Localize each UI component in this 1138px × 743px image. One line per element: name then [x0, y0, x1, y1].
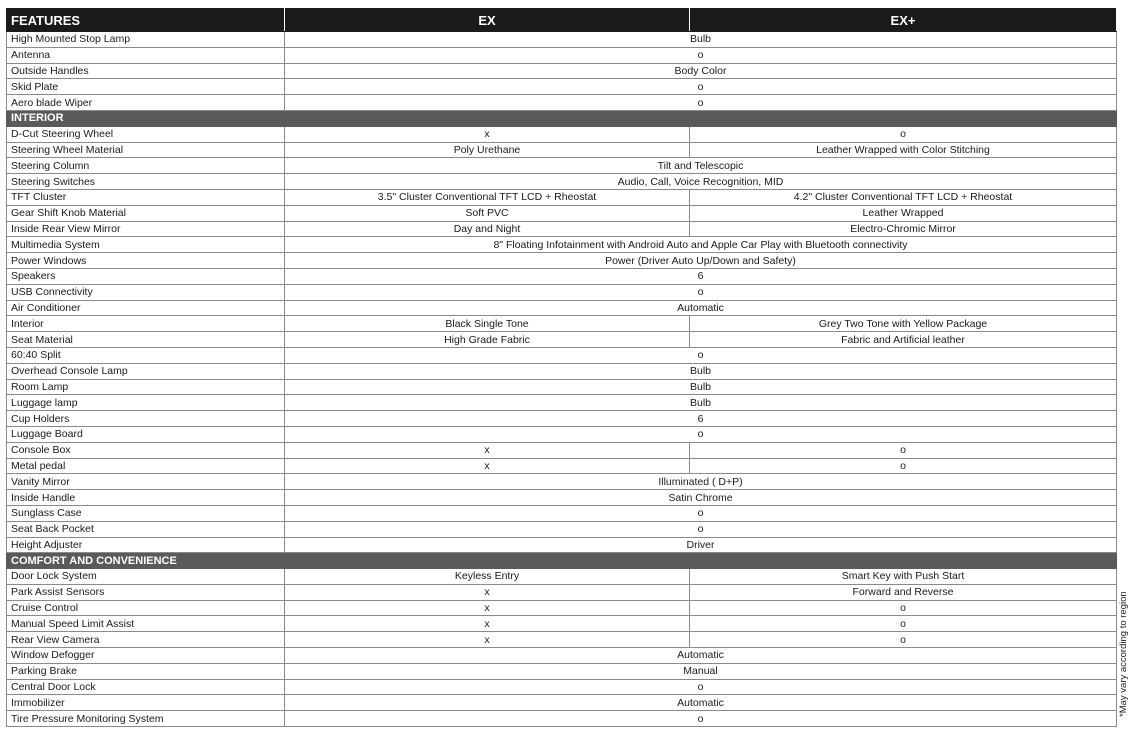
table-row [7, 268, 1117, 284]
feature-name: Cup Holders [7, 411, 285, 427]
table-row [7, 47, 1117, 63]
feature-name: Rear View Camera [7, 632, 285, 648]
feature-value-ex: 3.5" Cluster Conventional TFT LCD + Rheostat [285, 189, 690, 205]
table-row [7, 79, 1117, 95]
feature-value-both: Bulb [285, 363, 1117, 379]
feature-value-both: o [285, 95, 1117, 111]
feature-name: TFT Cluster [7, 189, 285, 205]
feature-name: D-Cut Steering Wheel [7, 126, 285, 142]
table-row [7, 648, 1117, 664]
table-row [7, 347, 1117, 363]
feature-value-ex: High Grade Fabric [285, 332, 690, 348]
feature-value-ex-plus: o [690, 442, 1117, 458]
feature-value-ex: Poly Urethane [285, 142, 690, 158]
feature-name: Outside Handles [7, 63, 285, 79]
header-ex: EX [285, 9, 690, 32]
table-row [7, 300, 1117, 316]
feature-name: High Mounted Stop Lamp [7, 32, 285, 48]
table-row [7, 584, 1117, 600]
features-table [6, 8, 1117, 727]
table-row [7, 490, 1117, 506]
feature-name: Antenna [7, 47, 285, 63]
table-row [7, 411, 1117, 427]
feature-value-ex: x [285, 126, 690, 142]
header-ex-plus: EX+ [690, 9, 1117, 32]
feature-name: Steering Column [7, 158, 285, 174]
feature-name: Immobilizer [7, 695, 285, 711]
feature-value-ex: x [285, 616, 690, 632]
feature-value-both: Illuminated ( D+P) [285, 474, 1117, 490]
table-row [7, 237, 1117, 253]
feature-value-ex-plus: Fabric and Artificial leather [690, 332, 1117, 348]
feature-name: Park Assist Sensors [7, 584, 285, 600]
feature-value-ex-plus: Forward and Reverse [690, 584, 1117, 600]
table-row [7, 379, 1117, 395]
table-row [7, 711, 1117, 727]
table-row [7, 253, 1117, 269]
table-row [7, 221, 1117, 237]
section-title: INTERIOR [7, 110, 285, 126]
feature-name: Vanity Mirror [7, 474, 285, 490]
feature-value-ex: Keyless Entry [285, 569, 690, 585]
feature-name: Manual Speed Limit Assist [7, 616, 285, 632]
feature-value-both: o [285, 284, 1117, 300]
feature-value-both: 8" Floating Infotainment with Android Auto and Apple Car Play with Bluetooth connectivity [285, 237, 1117, 253]
table-row [7, 63, 1117, 79]
table-row [7, 316, 1117, 332]
feature-name: Door Lock System [7, 569, 285, 585]
feature-value-ex: x [285, 584, 690, 600]
table-row [7, 205, 1117, 221]
feature-name: Metal pedal [7, 458, 285, 474]
section-header-row [7, 553, 1117, 569]
feature-value-both: Bulb [285, 379, 1117, 395]
feature-value-both: Manual [285, 663, 1117, 679]
feature-name: Room Lamp [7, 379, 285, 395]
table-row [7, 32, 1117, 48]
feature-name: Luggage Board [7, 426, 285, 442]
feature-name: Speakers [7, 268, 285, 284]
feature-value-both: Automatic [285, 648, 1117, 664]
feature-value-both: 6 [285, 268, 1117, 284]
section-title: COMFORT AND CONVENIENCE [7, 553, 285, 569]
table-row [7, 505, 1117, 521]
table-row [7, 537, 1117, 553]
table-row [7, 474, 1117, 490]
feature-value-both: Satin Chrome [285, 490, 1117, 506]
feature-name: Parking Brake [7, 663, 285, 679]
feature-name: Console Box [7, 442, 285, 458]
feature-name: Steering Switches [7, 174, 285, 190]
table-row [7, 695, 1117, 711]
feature-name: Tire Pressure Monitoring System [7, 711, 285, 727]
table-row [7, 521, 1117, 537]
table-row [7, 158, 1117, 174]
feature-name: Interior [7, 316, 285, 332]
table-row [7, 663, 1117, 679]
table-row [7, 363, 1117, 379]
feature-name: Height Adjuster [7, 537, 285, 553]
feature-value-ex-plus: Electro-Chromic Mirror [690, 221, 1117, 237]
table-row [7, 126, 1117, 142]
table-row [7, 395, 1117, 411]
feature-value-both: o [285, 426, 1117, 442]
table-row [7, 189, 1117, 205]
feature-name: Cruise Control [7, 600, 285, 616]
feature-name: Inside Rear View Mirror [7, 221, 285, 237]
feature-value-ex-plus: o [690, 616, 1117, 632]
feature-name: USB Connectivity [7, 284, 285, 300]
table-row [7, 569, 1117, 585]
feature-value-both: Driver [285, 537, 1117, 553]
feature-value-both: Bulb [285, 395, 1117, 411]
feature-value-ex-plus: o [690, 126, 1117, 142]
feature-value-ex: Black Single Tone [285, 316, 690, 332]
section-fill [285, 110, 1117, 126]
feature-name: Seat Back Pocket [7, 521, 285, 537]
feature-value-ex: x [285, 458, 690, 474]
feature-value-ex-plus: o [690, 632, 1117, 648]
feature-name: Air Conditioner [7, 300, 285, 316]
feature-value-both: Audio, Call, Voice Recognition, MID [285, 174, 1117, 190]
header-features: FEATURES [7, 9, 285, 32]
table-row [7, 679, 1117, 695]
feature-name: Luggage lamp [7, 395, 285, 411]
table-row [7, 95, 1117, 111]
feature-name: Central Door Lock [7, 679, 285, 695]
section-fill [285, 553, 1117, 569]
table-row [7, 284, 1117, 300]
feature-name: Skid Plate [7, 79, 285, 95]
table-row [7, 174, 1117, 190]
feature-name: Overhead Console Lamp [7, 363, 285, 379]
feature-name: Power Windows [7, 253, 285, 269]
region-disclaimer [1118, 578, 1132, 728]
feature-value-both: o [285, 79, 1117, 95]
feature-name: Multimedia System [7, 237, 285, 253]
feature-value-ex-plus: 4.2" Cluster Conventional TFT LCD + Rheostat [690, 189, 1117, 205]
table-row [7, 142, 1117, 158]
feature-value-both: o [285, 521, 1117, 537]
feature-value-ex-plus: o [690, 458, 1117, 474]
feature-value-both: Bulb [285, 32, 1117, 48]
feature-value-ex: x [285, 442, 690, 458]
table-row [7, 442, 1117, 458]
feature-value-ex: x [285, 600, 690, 616]
table-row [7, 426, 1117, 442]
feature-name: Window Defogger [7, 648, 285, 664]
table-row [7, 616, 1117, 632]
table-body [7, 32, 1117, 727]
feature-value-both: o [285, 505, 1117, 521]
feature-value-ex: Day and Night [285, 221, 690, 237]
table-row [7, 600, 1117, 616]
feature-name: 60:40 Split [7, 347, 285, 363]
feature-name: Sunglass Case [7, 505, 285, 521]
feature-value-ex-plus: Leather Wrapped with Color Stitching [690, 142, 1117, 158]
table-row [7, 458, 1117, 474]
table-row [7, 332, 1117, 348]
feature-value-ex-plus: Leather Wrapped [690, 205, 1117, 221]
feature-value-both: o [285, 679, 1117, 695]
feature-value-both: Automatic [285, 695, 1117, 711]
feature-value-both: o [285, 47, 1117, 63]
feature-value-both: Body Color [285, 63, 1117, 79]
feature-value-both: Automatic [285, 300, 1117, 316]
feature-value-ex-plus: Smart Key with Push Start [690, 569, 1117, 585]
feature-name: Steering Wheel Material [7, 142, 285, 158]
section-header-row [7, 110, 1117, 126]
feature-value-both: o [285, 347, 1117, 363]
region-disclaimer-text: *May vary according to region [1118, 591, 1129, 717]
feature-value-both: 6 [285, 411, 1117, 427]
feature-value-ex: Soft PVC [285, 205, 690, 221]
feature-value-ex-plus: Grey Two Tone with Yellow Package [690, 316, 1117, 332]
feature-value-both: o [285, 711, 1117, 727]
feature-name: Gear Shift Knob Material [7, 205, 285, 221]
feature-name: Aero blade Wiper [7, 95, 285, 111]
header-row [7, 9, 1117, 32]
feature-name: Seat Material [7, 332, 285, 348]
feature-value-both: Power (Driver Auto Up/Down and Safety) [285, 253, 1117, 269]
feature-name: Inside Handle [7, 490, 285, 506]
feature-value-ex-plus: o [690, 600, 1117, 616]
feature-value-both: Tilt and Telescopic [285, 158, 1117, 174]
table-row [7, 632, 1117, 648]
feature-value-ex: x [285, 632, 690, 648]
